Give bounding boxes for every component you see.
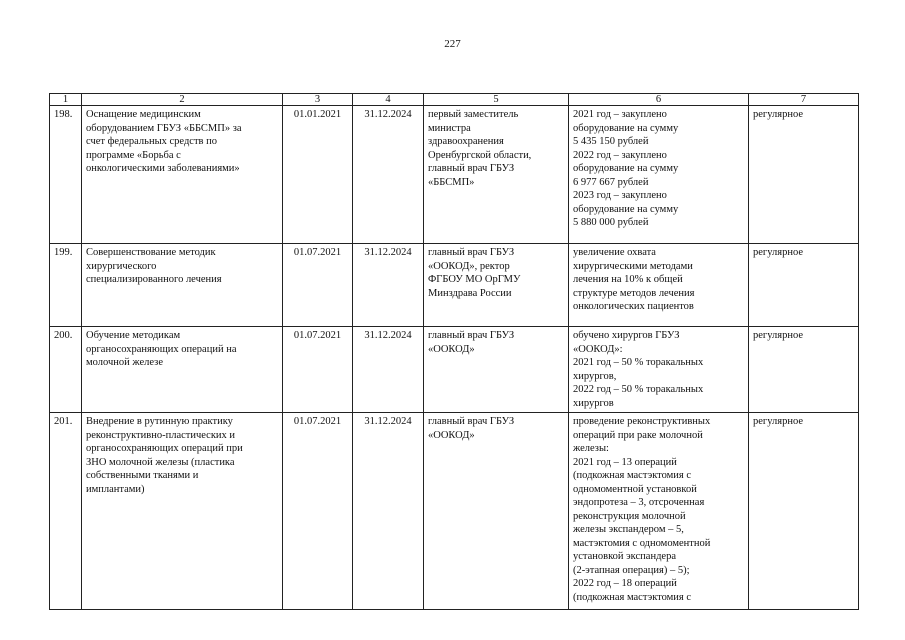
activity-line: Внедрение в рутинную практику bbox=[86, 416, 233, 427]
responsible-line: Оренбургской области, bbox=[428, 149, 532, 161]
page-number: 227 bbox=[444, 38, 461, 50]
result-cell bbox=[569, 106, 749, 244]
responsible-line: «ООКОД», ректор bbox=[428, 260, 510, 272]
measure-type: регулярное bbox=[749, 413, 859, 610]
result-line: (подкожная мастэктомия с bbox=[573, 470, 692, 481]
activity-line: реконструктивно-пластических и bbox=[86, 429, 236, 441]
activity-line: счет федеральных средств по bbox=[86, 136, 217, 147]
start-date: 01.07.2021 bbox=[283, 413, 353, 610]
result-line: 5 435 150 рублей bbox=[573, 136, 649, 147]
column-header: 7 bbox=[749, 94, 859, 106]
table-row bbox=[50, 244, 859, 327]
end-date: 31.12.2024 bbox=[353, 327, 424, 413]
measure-type: регулярное bbox=[749, 244, 859, 327]
result-line: 2021 год – закуплено bbox=[573, 109, 667, 120]
result-line: лечения на 10% к общей bbox=[573, 274, 683, 285]
result-line: эндопротеза – 3, отсроченная bbox=[573, 497, 705, 508]
responsible-line: главный врач ГБУЗ bbox=[428, 163, 515, 174]
responsible-line: министра bbox=[428, 122, 471, 134]
responsible-cell bbox=[424, 244, 569, 327]
result-line: 6 977 667 рублей bbox=[573, 176, 649, 188]
result-line: 2022 год – 18 операций bbox=[573, 578, 677, 589]
activity-line: Обучение методикам bbox=[86, 330, 181, 341]
result-line: (подкожная мастэктомия с bbox=[573, 591, 692, 603]
activity-line: имплантами) bbox=[86, 483, 145, 495]
end-date: 31.12.2024 bbox=[353, 244, 424, 327]
result-line: хирургов bbox=[573, 397, 614, 409]
result-line: железы экспандером – 5, bbox=[573, 524, 684, 535]
responsible-line: «ББСМП» bbox=[428, 176, 475, 188]
activity-line: Оснащение медицинским bbox=[86, 109, 201, 120]
activity-line: органосохраняющих операций при bbox=[86, 443, 243, 454]
start-date: 01.07.2021 bbox=[283, 244, 353, 327]
result-line: хирургическими методами bbox=[573, 260, 693, 272]
result-line: хирургов, bbox=[573, 370, 617, 382]
activity-line: программе «Борьба с bbox=[86, 149, 181, 161]
column-header: 2 bbox=[82, 94, 283, 106]
result-line: увеличение охвата bbox=[573, 247, 656, 258]
result-line: 2021 год – 50 % торакальных bbox=[573, 357, 704, 368]
column-header: 6 bbox=[569, 94, 749, 106]
result-line: 2021 год – 13 операций bbox=[573, 456, 677, 468]
responsible-cell bbox=[424, 327, 569, 413]
result-line: оборудование на сумму bbox=[573, 203, 679, 215]
measures-table bbox=[49, 93, 859, 610]
table-header-row bbox=[50, 94, 859, 106]
measure-type: регулярное bbox=[749, 106, 859, 244]
result-line: 2023 год – закуплено bbox=[573, 190, 667, 201]
row-number: 198. bbox=[50, 106, 82, 244]
responsible-cell bbox=[424, 106, 569, 244]
activity-cell bbox=[82, 106, 283, 244]
result-line: «ООКОД»: bbox=[573, 343, 623, 355]
responsible-cell bbox=[424, 413, 569, 610]
activity-line: молочной железе bbox=[86, 357, 163, 368]
measure-type: регулярное bbox=[749, 327, 859, 413]
result-line: онкологических пациентов bbox=[573, 301, 694, 312]
column-header: 4 bbox=[353, 94, 424, 106]
result-line: (2-этапная операция) – 5); bbox=[573, 564, 690, 576]
column-header: 5 bbox=[424, 94, 569, 106]
activity-cell bbox=[82, 244, 283, 327]
responsible-line: «ООКОД» bbox=[428, 343, 475, 355]
column-header: 3 bbox=[283, 94, 353, 106]
row-number: 200. bbox=[50, 327, 82, 413]
row-number: 199. bbox=[50, 244, 82, 327]
result-line: железы: bbox=[573, 443, 609, 454]
result-line: операций при раке молочной bbox=[573, 429, 703, 441]
start-date: 01.01.2021 bbox=[283, 106, 353, 244]
responsible-line: ФГБОУ МО ОрГМУ bbox=[428, 274, 521, 285]
start-date: 01.07.2021 bbox=[283, 327, 353, 413]
column-header: 1 bbox=[50, 94, 82, 106]
activity-line: Совершенствование методик bbox=[86, 247, 216, 258]
activity-cell bbox=[82, 327, 283, 413]
result-line: оборудование на сумму bbox=[573, 122, 679, 134]
result-line: 2022 год – закуплено bbox=[573, 149, 667, 161]
result-line: оборудование на сумму bbox=[573, 163, 679, 174]
row-number: 201. bbox=[50, 413, 82, 610]
responsible-line: Минздрава России bbox=[428, 287, 512, 299]
activity-line: специализированного лечения bbox=[86, 274, 222, 285]
responsible-line: главный врач ГБУЗ bbox=[428, 416, 515, 427]
result-cell bbox=[569, 413, 749, 610]
end-date: 31.12.2024 bbox=[353, 413, 424, 610]
activity-line: хирургического bbox=[86, 260, 157, 272]
activity-line: ЗНО молочной железы (пластика bbox=[86, 456, 235, 468]
result-line: мастэктомия с одномоментной bbox=[573, 537, 711, 549]
responsible-line: главный врач ГБУЗ bbox=[428, 247, 515, 258]
activity-line: органосохраняющих операций на bbox=[86, 343, 237, 355]
responsible-line: здравоохранения bbox=[428, 136, 504, 147]
table-row bbox=[50, 106, 859, 244]
result-line: проведение реконструктивных bbox=[573, 416, 711, 427]
table-row bbox=[50, 413, 859, 610]
result-line: обучено хирургов ГБУЗ bbox=[573, 330, 680, 341]
result-line: реконструкция молочной bbox=[573, 510, 686, 522]
result-line: установкой экспандера bbox=[573, 551, 676, 562]
table-row bbox=[50, 327, 859, 413]
responsible-line: первый заместитель bbox=[428, 109, 519, 120]
result-cell bbox=[569, 244, 749, 327]
activity-line: онкологическими заболеваниями» bbox=[86, 163, 240, 174]
result-line: структуре методов лечения bbox=[573, 287, 695, 299]
end-date: 31.12.2024 bbox=[353, 106, 424, 244]
activity-line: оборудованием ГБУЗ «ББСМП» за bbox=[86, 122, 242, 134]
activity-cell bbox=[82, 413, 283, 610]
result-line: 2022 год – 50 % торакальных bbox=[573, 384, 704, 395]
result-cell bbox=[569, 327, 749, 413]
result-line: 5 880 000 рублей bbox=[573, 217, 649, 228]
activity-line: собственными тканями и bbox=[86, 470, 199, 481]
result-line: одномоментной установкой bbox=[573, 483, 697, 495]
responsible-line: «ООКОД» bbox=[428, 429, 475, 441]
responsible-line: главный врач ГБУЗ bbox=[428, 330, 515, 341]
